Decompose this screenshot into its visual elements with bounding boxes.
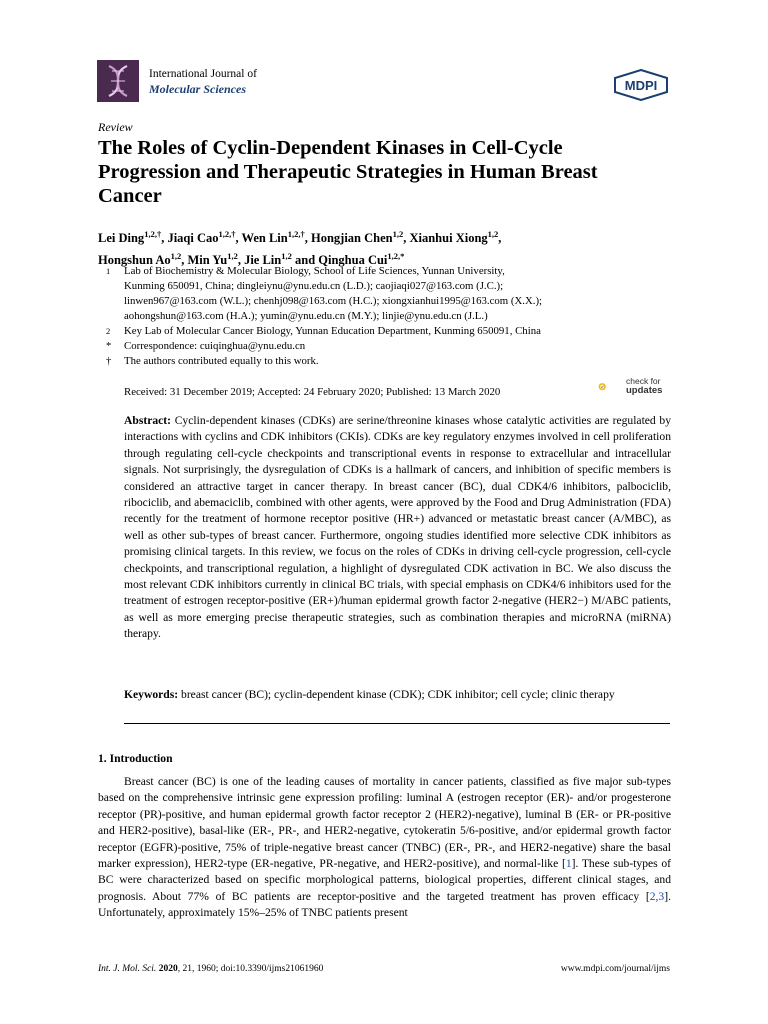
author-affiliation-mark: 1,2,†	[144, 229, 162, 239]
abstract-label: Abstract:	[124, 414, 172, 427]
author-name: Lei Ding	[98, 231, 145, 246]
footer-year: 2020	[158, 964, 178, 974]
author-affiliation-mark: 1,2,†	[287, 229, 305, 239]
affiliation-mark	[98, 294, 124, 309]
footer-citation-rest: , 21, 1960; doi:10.3390/ijms21061960	[177, 964, 324, 974]
section-divider	[124, 723, 670, 724]
affiliation-text: Lab of Biochemistry & Molecular Biology, School of Life Sciences, Yunnan University,	[124, 265, 505, 277]
keywords	[124, 688, 684, 701]
journal-line-1: International Journal of	[149, 68, 257, 80]
author-name: Jie Lin	[244, 253, 282, 268]
check-for-updates-line2: updates	[626, 385, 663, 396]
journal-line-2: Molecular Sciences	[149, 82, 246, 96]
check-for-updates[interactable]	[626, 376, 662, 396]
affiliation-text: Kunming 650091, China; dingleiynu@ynu.edu.cn (L.D.); caojiaqi027@163.com (J.C.);	[124, 280, 504, 292]
author-name: Jiaqi Cao	[167, 231, 219, 246]
author-affiliation-mark: 1,2,*	[387, 251, 405, 262]
article-type: Review	[98, 120, 133, 134]
affiliation-text: The authors contributed equally to this work.	[124, 355, 319, 367]
abstract-text: Cyclin-dependent kinases (CDKs) are serine/threonine kinases whose catalytic activities are regulated by interactions with cyclins and CDK inhibitors (CKIs). CDKs are key regulatory enzymes involved in cell proliferation through regulating cell-cycle checkpoints and transcriptional events in response to extracellular and intracellular signals. Not surprisingly, the dysregulation of CDKs is a hallmark of cancers, and inhibition of specific members is considered an attractive target in cancer therapy. In breast cancer (BC), dual CDK4/6 inhibitors, palbociclib, ribociclib, and abemaciclib, combined with other agents, were approved by the Food and Drug Administration (FDA) recently for the treatment of hormone receptor positive (HR+) advanced or metastatic breast cancer (A/MBC), as well as other sub-types of breast cancer. Furthermore, ongoing studies identified more selective CDK inhibitors as promising clinical targets. In this review, we focus on the roles of CDKs in driving cell-cycle progression, cell-cycle checkpoints, and transcriptional regulation, a highlight of dysregulated CDK activation in BC. We also discuss the most relevant CDK inhibitors currently in clinical BC trials, with special emphasis on CDK4/6 inhibitors used for the treatment of estrogen receptor-positive (ER+)/human epidermal growth factor 2-negative (HER2−) M/ABC patients, as well as more emerging precise therapeutic strategies, such as combination therapies and microRNA (miRNA) therapy.	[124, 414, 671, 641]
author-name: Qinghua Cui	[318, 253, 388, 268]
author-affiliation-mark: 1,2	[281, 251, 292, 262]
affiliation-mark	[98, 279, 124, 294]
author-list: Lei Ding$^{1,2,\dagger}$, Jiaqi Cao$^{1,2,\dagger}$, Wen Lin$^{1,2,\dagger}$, Hongjian Chen$^{1,2}$, Xianhui Xiong$^{1,2}$, Hongshun Ao$^{1,2}$, Min Yu$^{1,2}$, Jie Lin$^{1,2}$ and Qinghua Cui$^{1,2,*}$	[98, 229, 502, 268]
journal-name	[149, 67, 257, 97]
author-name: Hongjian Chen	[310, 231, 393, 246]
mdpi-logo-text: MDPI	[624, 78, 658, 93]
citation-link[interactable]: 1	[565, 857, 572, 871]
affiliation-text: linwen967@163.com (W.L.); chenhj098@163.com (H.C.); xiongxianhui1995@163.com (X.X.);	[124, 295, 543, 307]
author-name: Xianhui Xiong	[409, 231, 488, 246]
keywords-label: Keywords:	[124, 688, 179, 701]
footer-journal-abbr: Int. J. Mol. Sci.	[98, 964, 157, 974]
affiliation-row	[98, 324, 678, 339]
affiliation-text: aohongshun@163.com (H.A.); yumin@ynu.edu.cn (M.Y.); linjie@ynu.edu.cn (J.L.)	[124, 310, 488, 322]
affiliation-row	[98, 264, 678, 279]
affiliation-mark: †	[106, 356, 112, 367]
section-heading: 1. Introduction	[98, 752, 173, 765]
footer-url[interactable]: www.mdpi.com/journal/ijms	[560, 964, 670, 974]
affiliation-row	[98, 294, 678, 309]
author-affiliation-mark: 1,2	[392, 229, 404, 239]
article-title: The Roles of Cyclin-Dependent Kinases in Cell-Cycle Progression and Therapeutic Strategies in Human Breast Cancer	[98, 137, 598, 207]
journal-logo-icon	[97, 60, 139, 102]
keywords-text: breast cancer (BC); cyclin-dependent kinase (CDK); CDK inhibitor; cell cycle; clinic therapy	[181, 688, 615, 701]
author-affiliation-mark: 1,2	[170, 251, 182, 262]
affiliation-row	[98, 309, 678, 324]
introduction-paragraph	[98, 774, 671, 922]
mdpi-logo-icon	[612, 69, 670, 101]
intro-text-1: Breast cancer (BC) is one of the leading causes of mortality in cancer patients, classified as five major sub-types based on the comprehensive intrinsic gene expression profiling: luminal A (estrogen receptor (ER)- and/or progesterone receptor (PR)-positive, and human epidermal growth factor receptor 2 (HER2)-negative), luminal B (ER- or PR-positive and HER2-positive), basal-like (ER-, PR-, and HER2-negative, cytokeratin 5/6-positive, and/or epidermal growth factor receptor (EGFR)-positive, 75% of triple-negative breast cancer (TNBC) (ER-, PR-, and HER2-negative) share the basal marker expression), HER2-type (ER-negative, PR-negative, and HER2-positive), and normal-like [	[98, 775, 671, 871]
author-name: Hongshun Ao	[98, 253, 171, 268]
citation-link[interactable]: 2,3	[649, 889, 665, 903]
affiliation-row	[98, 339, 678, 354]
author-name: Min Yu	[187, 253, 228, 268]
affiliation-mark: 2	[106, 326, 111, 336]
affiliation-row	[98, 354, 678, 369]
intro-text-2: ]. These sub-types of BC were characterized based on specific morphological patterns, biological properties, different clinical stages, and prognosis. About 77% of BC patients are receptor-positive and the targeted treatment has proven efficacy [	[98, 857, 671, 903]
affiliations	[98, 264, 678, 369]
author-name: Wen Lin	[241, 231, 288, 246]
affiliation-mark: *	[106, 341, 112, 352]
affiliation-mark	[98, 309, 124, 324]
affiliation-row	[98, 279, 678, 294]
affiliation-mark: 1	[106, 266, 111, 276]
footer-citation	[98, 964, 323, 974]
intro-text-3: ]. Unfortunately, approximately 15%–25% of TNBC patients present	[98, 889, 671, 920]
author-affiliation-mark: 1,2	[227, 251, 238, 262]
abstract	[124, 413, 671, 643]
check-for-updates-icon[interactable]	[598, 374, 624, 400]
affiliation-text: Key Lab of Molecular Cancer Biology, Yunnan Education Department, Kunming 650091, China	[124, 325, 541, 337]
affiliation-text: Correspondence: cuiqinghua@ynu.edu.cn	[124, 340, 306, 352]
check-for-updates-line1: check for	[626, 376, 661, 386]
author-affiliation-mark: 1,2	[487, 229, 499, 239]
author-affiliation-mark: 1,2,†	[218, 229, 236, 239]
received-dates: Received: 31 December 2019; Accepted: 24 February 2020; Published: 13 March 2020	[124, 386, 501, 398]
